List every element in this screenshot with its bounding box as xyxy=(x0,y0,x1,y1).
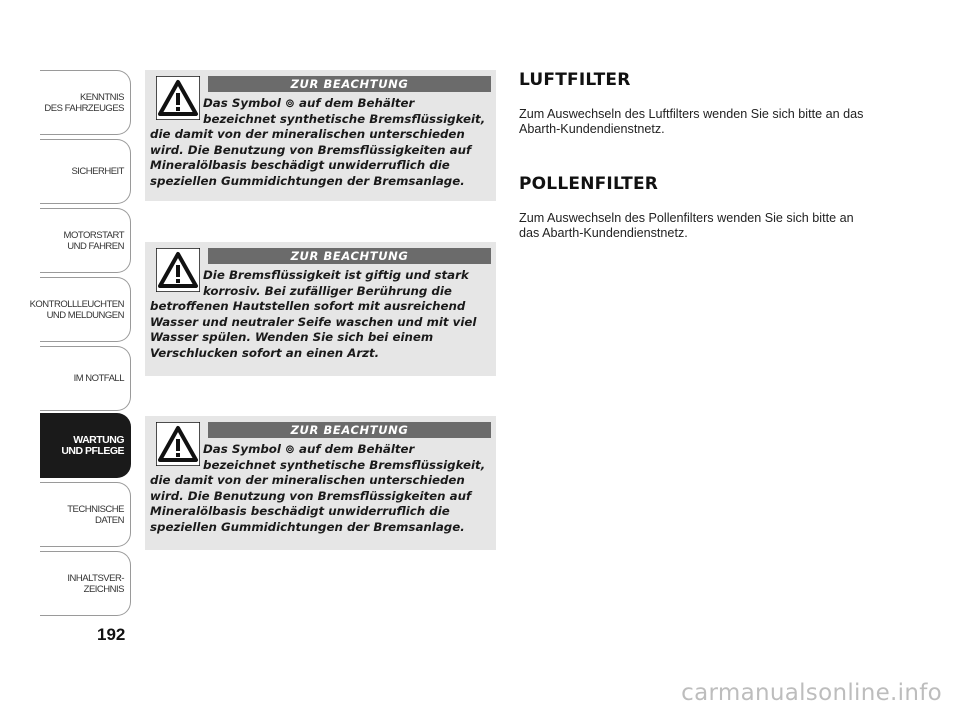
warning-title: ZUR BEACHTUNG xyxy=(208,422,491,438)
tab-kontrollleuchten[interactable]: KONTROLLLEUCHTEN UND MELDUNGEN xyxy=(40,277,131,342)
tab-im-notfall[interactable]: IM NOTFALL xyxy=(40,346,131,411)
section-text-luftfilter: Zum Auswechseln des Luftfilters wenden Sie sich bitte an das Abarth-Kundendienstnetz. xyxy=(519,107,864,136)
warning-text-rest: die damit von der mineralischen unterschieden wird. Die Benutzung von Bremsflüssigkeiten auf Mineralölbasis beschädigt unwiderruflich die speziellen Gummidichtungen der Bremsanlage. xyxy=(150,127,472,188)
warning-triangle-icon xyxy=(156,422,200,466)
warning-text-first: Das Symbol ⊚ auf dem Behälter bezeichnet synthetische Bremsflüssigkeit, xyxy=(203,96,486,126)
tab-motorstart[interactable]: MOTORSTART UND FAHREN xyxy=(40,208,131,273)
page-number: 192 xyxy=(97,625,126,644)
tab-wartung[interactable]: WARTUNG UND PFLEGE xyxy=(40,413,131,478)
warning-text xyxy=(150,268,491,362)
warning-title: ZUR BEACHTUNG xyxy=(208,248,491,264)
section-text-pollenfilter: Zum Auswechseln des Pollenfilters wenden Sie sich bitte an das Abarth-Kundendienstnetz. xyxy=(519,211,854,240)
tab-technische-daten[interactable]: TECHNISCHE DATEN xyxy=(40,482,131,547)
tab-kenntnis[interactable]: KENNTNIS DES FAHRZEUGES xyxy=(40,70,131,135)
warning-text xyxy=(150,96,491,190)
warning-triangle-icon xyxy=(156,248,200,292)
watermark: carmanualsonline.info xyxy=(681,680,942,706)
section-title-luftfilter: LUFTFILTER xyxy=(519,70,631,90)
warning-box-2 xyxy=(145,242,496,376)
warning-text xyxy=(150,442,491,536)
tab-inhaltsverzeichnis[interactable]: INHALTSVER- ZEICHNIS xyxy=(40,551,131,616)
warning-text-first: Das Symbol ⊚ auf dem Behälter bezeichnet synthetische Bremsflüssigkeit, xyxy=(203,442,486,472)
tab-sicherheit[interactable]: SICHERHEIT xyxy=(40,139,131,204)
warning-box-3 xyxy=(145,416,496,550)
warning-text-rest: betroffenen Hautstellen sofort mit ausreichend Wasser und neutraler Seife waschen und mit viel Wasser spülen. Wenden Sie sich bei einem Verschlucken sofort an einen Arzt. xyxy=(150,299,477,360)
warning-triangle-icon xyxy=(156,76,200,120)
warning-text-first: Die Bremsflüssigkeit ist giftig und stark korrosiv. Bei zufälliger Berührung die xyxy=(203,268,469,298)
warning-box-1 xyxy=(145,70,496,201)
section-title-pollenfilter: POLLENFILTER xyxy=(519,174,659,194)
warning-title: ZUR BEACHTUNG xyxy=(208,76,491,92)
warning-text-rest: die damit von der mineralischen unterschieden wird. Die Benutzung von Bremsflüssigkeiten auf Mineralölbasis beschädigt unwiderruflich die speziellen Gummidichtungen der Bremsanlage. xyxy=(150,473,472,534)
